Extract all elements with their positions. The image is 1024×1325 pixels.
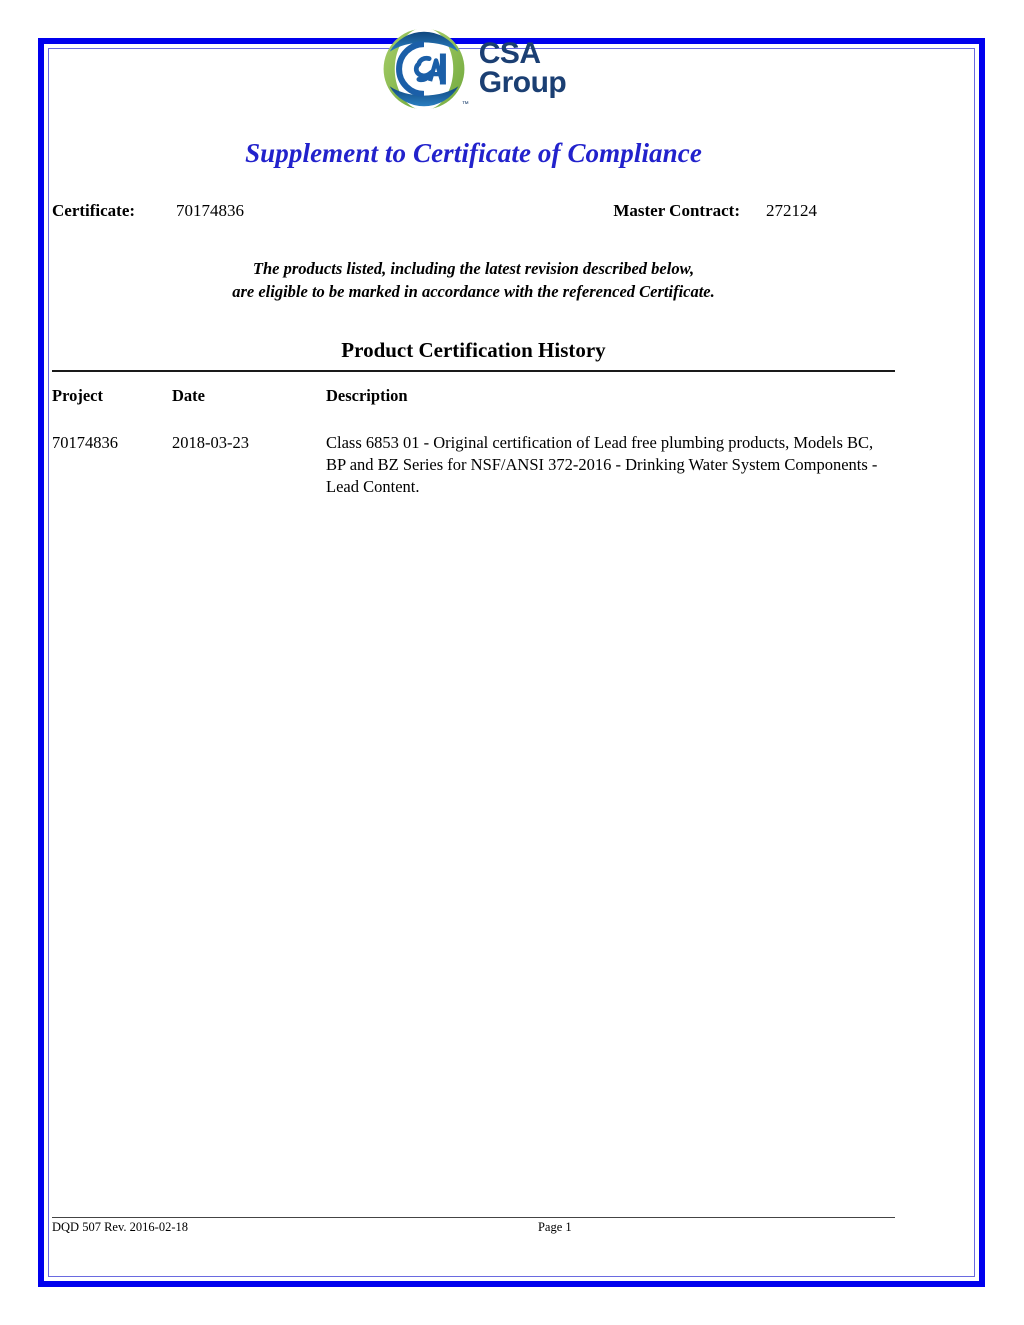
table-row <box>52 410 895 499</box>
master-contract-field <box>613 201 895 221</box>
cell-date: 2018-03-23 <box>172 432 249 452</box>
section-divider <box>52 370 895 372</box>
footer-row <box>52 1220 895 1235</box>
footer-page-number: Page 1 <box>537 1220 572 1234</box>
logo-block <box>52 0 895 112</box>
trademark-icon: ™ <box>461 101 469 108</box>
logo-wordmark <box>478 37 567 99</box>
eligibility-statement <box>52 257 895 304</box>
eligibility-statement-line2: are eligible to be marked in accordance with the referenced Certificate. <box>232 282 715 302</box>
certificate-field <box>52 201 244 221</box>
cell-project: 70174836 <box>52 432 118 452</box>
master-contract-label: Master Contract: <box>613 201 740 220</box>
certification-history-table <box>52 386 895 499</box>
page-title: Supplement to Certificate of Compliance <box>245 138 702 168</box>
footer-divider <box>52 1217 895 1218</box>
table-header-row <box>52 386 895 410</box>
footer-document-id: DQD 507 Rev. 2016-02-18 <box>52 1220 188 1234</box>
csa-group-logo-icon <box>381 26 467 112</box>
column-header-description: Description <box>326 385 408 405</box>
column-header-date: Date <box>172 385 205 405</box>
eligibility-statement-line1: The products listed, including the latest revision described below, <box>252 259 695 278</box>
logo-wordmark-line1: CSA <box>478 37 541 71</box>
page-footer <box>52 1217 895 1235</box>
certificate-value: 70174836 <box>176 201 244 220</box>
logo-row <box>381 26 567 112</box>
master-contract-value: 272124 <box>766 201 817 220</box>
certificate-label: Certificate: <box>52 201 136 220</box>
cell-description: Class 6853 01 - Original certification of Lead free plumbing products, Models BC, BP and BZ Series for NSF/ANSI 372-2016 - Drinking Water System Components - Lead Content. <box>326 432 878 497</box>
section-heading: Product Certification History <box>341 337 606 362</box>
column-header-project: Project <box>52 385 103 405</box>
certificate-meta-row <box>52 201 895 221</box>
logo-wordmark-line2: Group <box>478 66 567 99</box>
